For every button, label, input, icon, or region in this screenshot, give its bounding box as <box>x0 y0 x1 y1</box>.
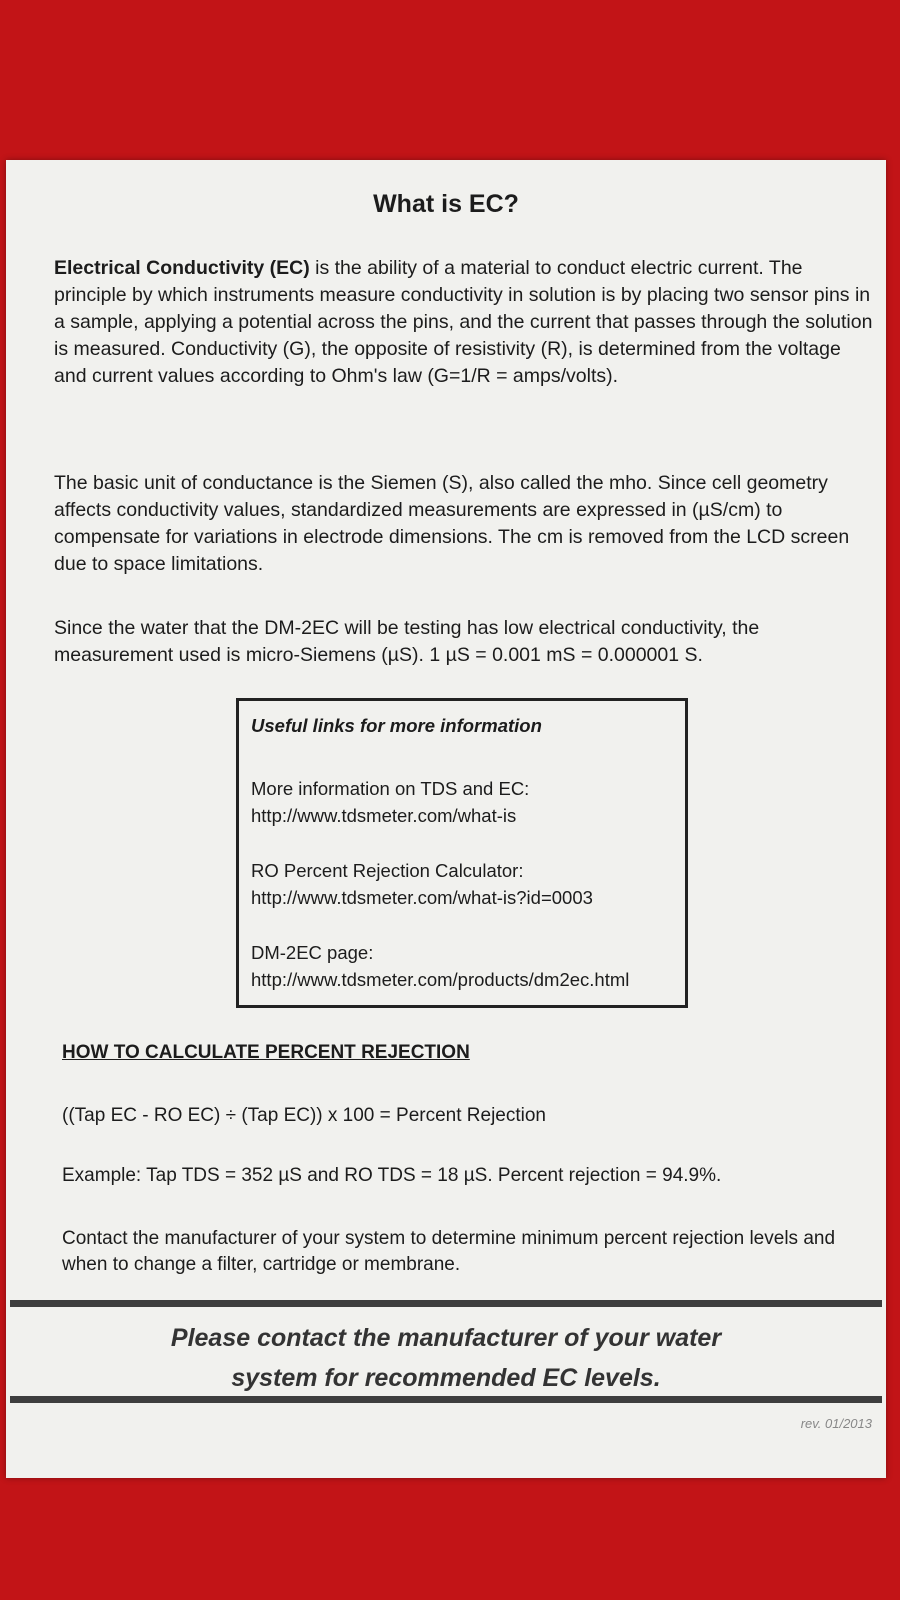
page-title: What is EC? <box>373 190 519 218</box>
link-label: DM-2EC page: <box>251 942 374 963</box>
link-group-dm2ec <box>251 939 675 993</box>
revision-label: rev. 01/2013 <box>800 1416 872 1431</box>
calc-heading: HOW TO CALCULATE PERCENT REJECTION <box>62 1042 470 1063</box>
link-label: RO Percent Rejection Calculator: <box>251 860 524 881</box>
useful-links-box <box>236 698 688 1008</box>
intro-text: is the ability of a material to conduct electric current. The principle by which instruments measure conductivity in solution is by placing two sensor pins in a sample, applying a potential across the pins, and the current that passes through the solution is measured. Conductivity (G), the opposite of resistivity (R), is determined from the voltage and current values according to Ohm's law (G=1/R = amps/volts). <box>54 257 873 387</box>
link-label: More information on TDS and EC: <box>251 778 530 799</box>
instruction-sheet <box>6 160 886 1478</box>
banner-line-2: system for recommended EC levels. <box>231 1364 661 1392</box>
links-heading: Useful links for more information <box>251 715 542 736</box>
divider-bottom <box>10 1396 882 1403</box>
link-url[interactable]: http://www.tdsmeter.com/what-is?id=0003 <box>251 887 593 908</box>
contact-banner <box>6 1318 886 1398</box>
banner-line-1: Please contact the manufacturer of your water <box>170 1324 722 1352</box>
link-url[interactable]: http://www.tdsmeter.com/products/dm2ec.html <box>251 969 630 990</box>
link-group-tds-ec <box>251 775 675 829</box>
link-url[interactable]: http://www.tdsmeter.com/what-is <box>251 805 517 826</box>
divider-top <box>10 1300 882 1307</box>
micro-siemens-paragraph: Since the water that the DM-2EC will be testing has low electrical conductivity, the measurement used is micro-Siemens (µS). 1 µS = 0.001 mS = 0.000001 S. <box>54 617 760 666</box>
link-group-calculator <box>251 857 675 911</box>
siemen-paragraph: The basic unit of conductance is the Siemen (S), also called the mho. Since cell geometry affects conductivity values, standardized measurements are expressed in (µS/cm) to compensate for variations in electrode dimensions. The cm is removed from the LCD screen due to space limitations. <box>54 472 850 575</box>
rejection-example: Example: Tap TDS = 352 µS and RO TDS = 18 µS. Percent rejection = 94.9%. <box>62 1165 722 1186</box>
intro-paragraph <box>54 255 874 390</box>
rejection-formula: ((Tap EC - RO EC) ÷ (Tap EC)) x 100 = Percent Rejection <box>62 1105 546 1126</box>
contact-paragraph: Contact the manufacturer of your system to determine minimum percent rejection levels and when to change a filter, cartridge or membrane. <box>62 1228 836 1275</box>
intro-term: Electrical Conductivity (EC) <box>54 257 310 279</box>
